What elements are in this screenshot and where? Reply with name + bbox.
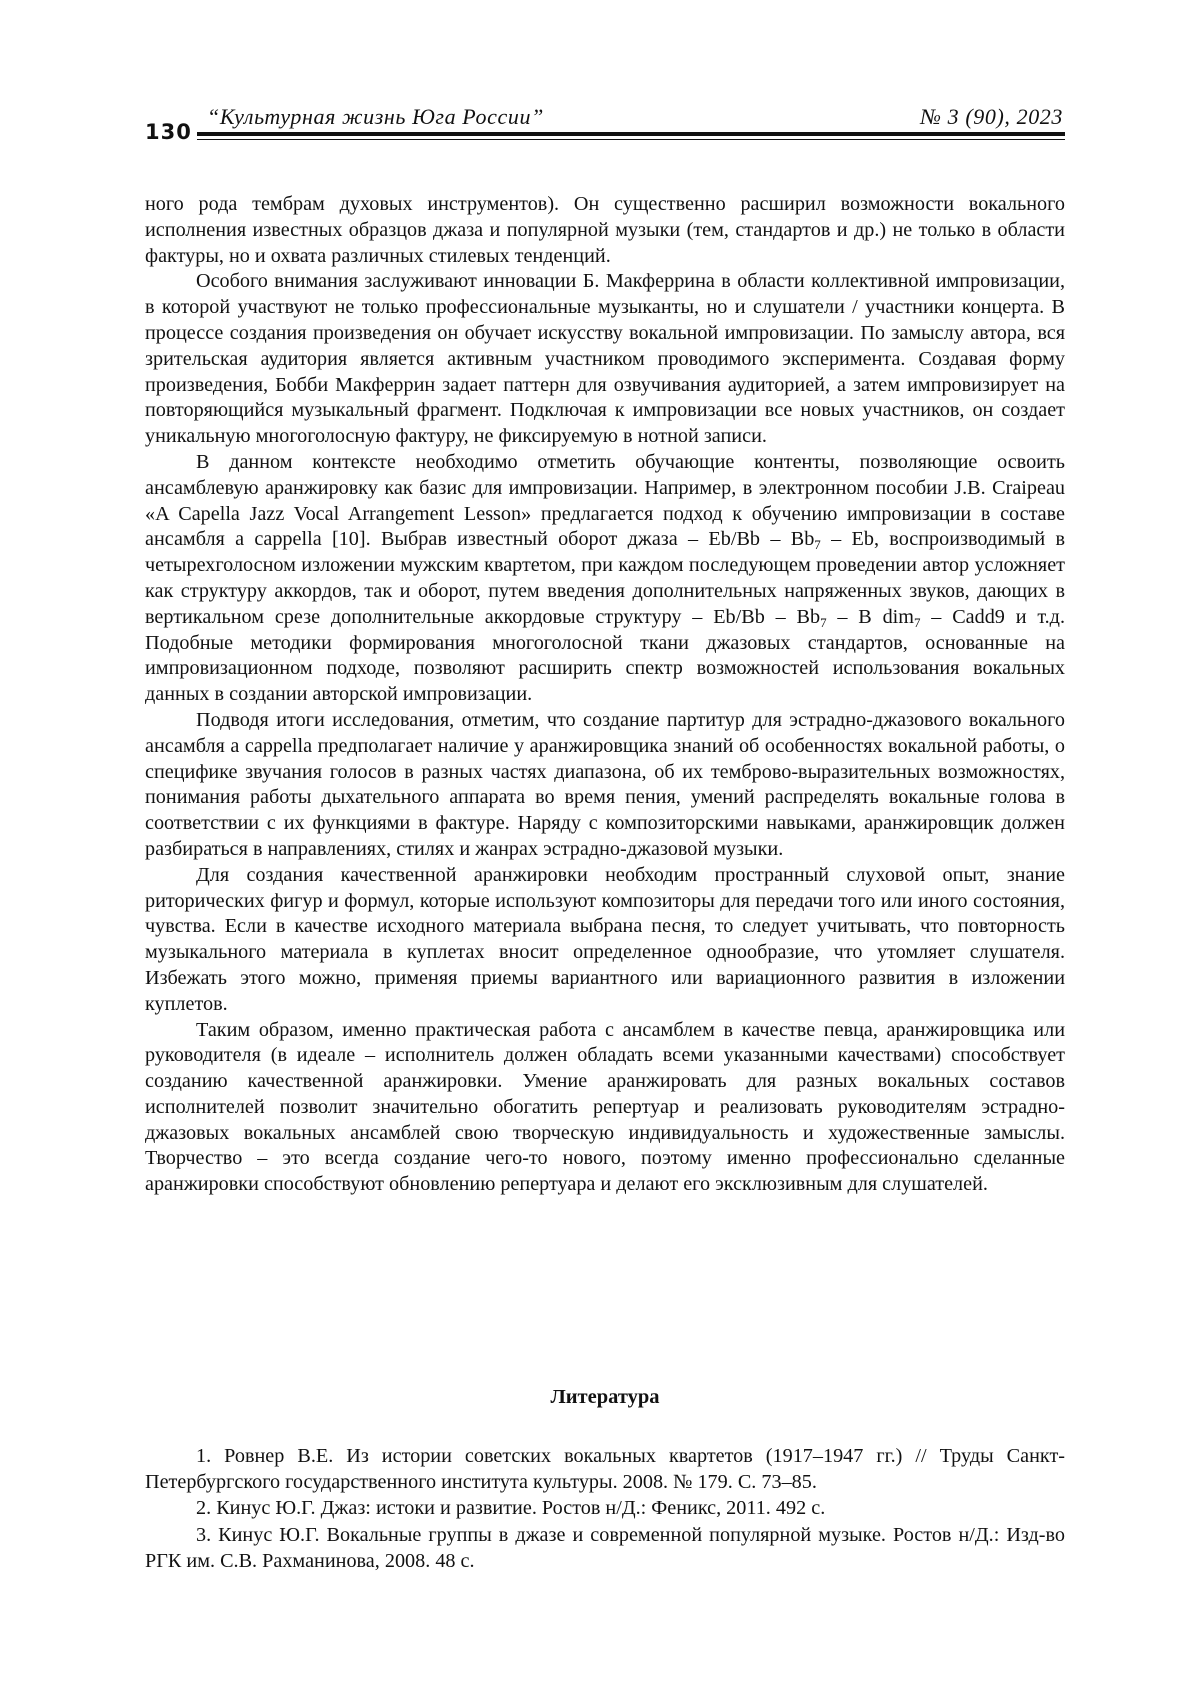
journal-title: “Культурная жизнь Юга России”	[207, 104, 544, 130]
paragraph: Для создания качественной аранжировки необходим пространный слуховой опыт, знание риторических фигур и формул, которые используют композиторы для передачи того или иного состояния, чувства. Если в качестве исходного материала выбрана песня, то следует учитывать, что повторность музыкального материала в куплетах вносит определенное однообразие, что утомляет слушателя. Избежать этого можно, применяя приемы вариантного или вариационного развития в изложении куплетов.	[145, 863, 1065, 1018]
reference-item: 3. Кинус Ю.Г. Вокальные группы в джазе и современной популярной музыке. Ростов н/Д.: Изд-во РГК им. С.В. Рахманинова, 2008. 48 с.	[145, 1522, 1065, 1574]
paragraph-text: В данном контексте необходимо отметить обучающие контенты, позволяющие освоить ансамблевую аранжировку как базис для импровизации. Например, в электронном пособии J.B. Craipeau «A Capella Jazz Vocal Arrangement Lesson» предлагается подход к обучению импровизации в составе ансамбля a cappella [10]. Выбрав известный оборот джаза – Eb/Bb – Bb	[145, 451, 1065, 550]
chord-subscript: 7	[820, 615, 827, 630]
paragraph-text: – Cadd9 и т.д. Подобные методики формирования многоголосной ткани джазовых стандартов, основанные на импровизационном подходе, позволяют расширить спектр возможностей использования вокальных данных в создании авторской импровизации.	[145, 606, 1065, 705]
page-number: 130	[145, 121, 192, 143]
references-heading: Литература	[145, 1384, 1065, 1410]
references-list	[145, 1443, 1065, 1574]
header-rule-thin	[197, 139, 1065, 140]
paragraph: Особого внимания заслуживают инновации Б. Макферрина в области коллективной импровизации, в которой участвуют не только профессиональные музыканты, но и слушатели / участники концерта. В процессе создания произведения он обучает искусству вокальной импровизации. По замыслу автора, вся зрительская аудитория является активным участником проводимого эксперимента. Создавая форму произведения, Бобби Макферрин задает паттерн для озвучивания аудиторией, а затем импровизирует на повторяющийся музыкальный фрагмент. Подключая к импровизации все новых участников, он создает уникальную многоголосную фактуру, не фиксируемую в нотной записи.	[145, 269, 1065, 450]
journal-page	[0, 0, 1200, 1698]
paragraph	[145, 450, 1065, 708]
reference-item: 2. Кинус Ю.Г. Джаз: истоки и развитие. Ростов н/Д.: Феникс, 2011. 492 с.	[145, 1495, 1065, 1521]
chord-subscript: 7	[914, 615, 921, 630]
paragraph-text: – Eb, воспроизводимый в четырехголосном изложении мужским квартетом, при каждом последующем проведении автор усложняет как структуру аккордов, так и оборот, путем введения дополнительных напряженных звуков, дающих в вертикальном срезе дополнительные аккордовые структуру – Eb/Bb – Bb	[145, 528, 1065, 627]
paragraph: ного рода тембрам духовых инструментов). Он существенно расширил возможности вокального исполнения известных образцов джаза и популярной музыки (тем, стандартов и др.) не только в области фактуры, но и охвата различных стилевых тенденций.	[145, 192, 1065, 269]
chord-subscript: 7	[814, 537, 821, 552]
running-header	[145, 104, 1065, 144]
paragraph-text: – B dim	[827, 606, 914, 628]
header-rule-thick	[197, 132, 1065, 136]
article-body	[145, 192, 1065, 1198]
paragraph: Таким образом, именно практическая работа с ансамблем в качестве певца, аранжировщика или руководителя (в идеале – исполнитель должен обладать всеми указанными качествами) способствует созданию качественной аранжировки. Умение аранжировать для разных вокальных составов исполнителей позволит значительно обогатить репертуар и реализовать руководителям эстрадно-джазовых вокальных ансамблей свою творческую индивидуальность и художественные замыслы. Творчество – это всегда создание чего-то нового, поэтому именно профессионально сделанные аранжировки способствуют обновлению репертуара и делают его эксклюзивным для слушателей.	[145, 1018, 1065, 1199]
reference-item: 1. Ровнер В.Е. Из истории советских вокальных квартетов (1917–1947 гг.) // Труды Санкт-Петербургского государственного института культуры. 2008. № 179. С. 73–85.	[145, 1443, 1065, 1495]
issue-info: № 3 (90), 2023	[920, 104, 1063, 130]
paragraph: Подводя итоги исследования, отметим, что создание партитур для эстрадно-джазового вокального ансамбля a cappella предполагает наличие у аранжировщика знаний об особенностях вокальной работы, о специфике звучания голосов в разных частях диапазона, об их темброво-выразительных возможностях, понимания работы дыхательного аппарата во время пения, умений распределять вокальные голова в соответствии с их функциями в фактуре. Наряду с композиторскими навыками, аранжировщик должен разбираться в направлениях, стилях и жанрах эстрадно-джазовой музыки.	[145, 708, 1065, 863]
